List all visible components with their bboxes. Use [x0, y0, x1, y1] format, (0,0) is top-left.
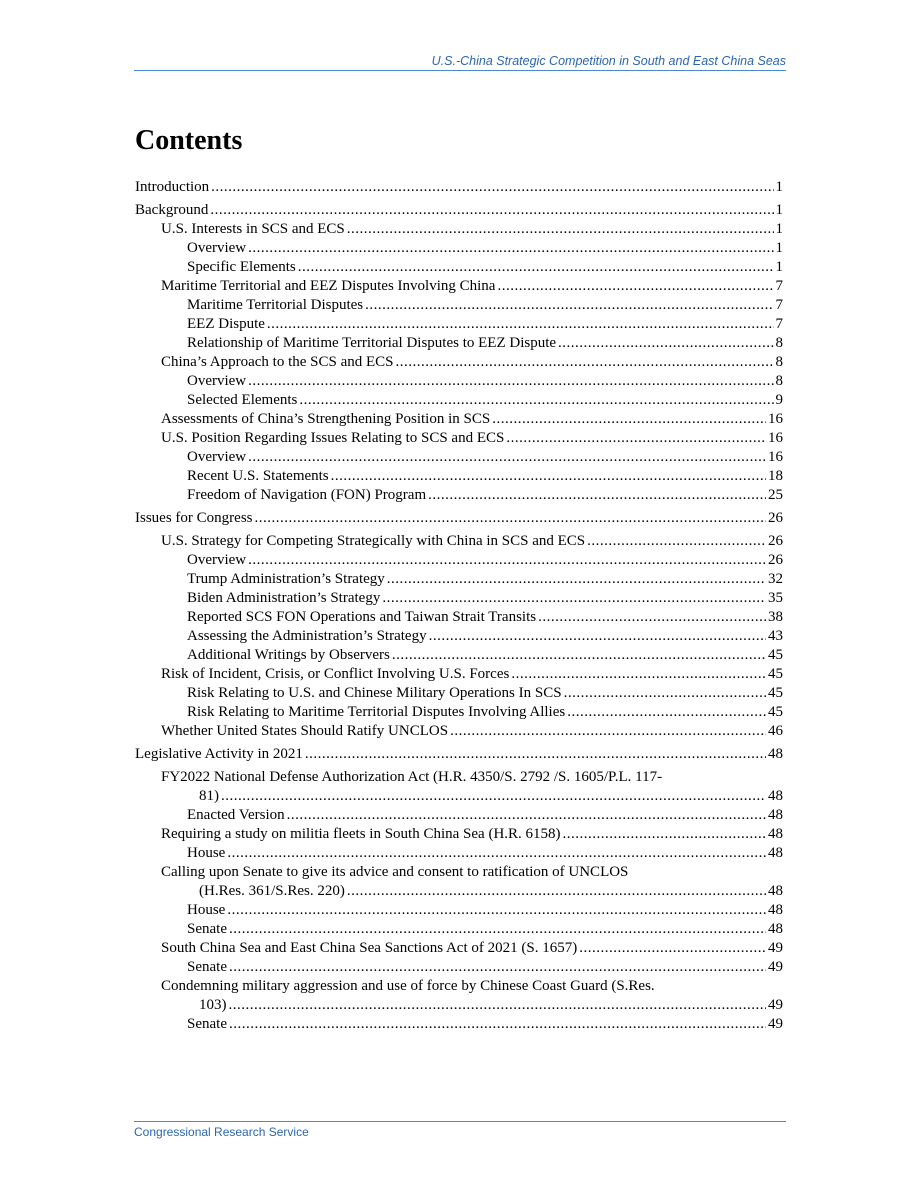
toc-entry[interactable]: Overview ..... 1 [135, 239, 783, 258]
toc-entry[interactable]: EEZ Dispute ..... 7 [135, 315, 783, 334]
toc-entry[interactable]: Legislative Activity in 2021 ..... 48 [135, 745, 783, 764]
running-header: U.S.-China Strategic Competition in South and East China Seas [134, 54, 786, 71]
toc-entry[interactable]: China’s Approach to the SCS and ECS ..... 8 [135, 353, 783, 372]
toc-entry[interactable]: Specific Elements ..... 1 [135, 258, 783, 277]
toc-entry[interactable]: Overview ..... 26 [135, 551, 783, 570]
toc-entry[interactable]: Senate ..... 49 [135, 958, 783, 977]
toc-entry[interactable]: Risk Relating to U.S. and Chinese Military Operations In SCS ..... 45 [135, 684, 783, 703]
toc-entry[interactable]: Assessments of China’s Strengthening Position in SCS ..... 16 [135, 410, 783, 429]
toc-entry[interactable]: Maritime Territorial Disputes ..... 7 [135, 296, 783, 315]
toc-entry[interactable]: U.S. Interests in SCS and ECS ..... 1 [135, 220, 783, 239]
toc-entry[interactable]: Reported SCS FON Operations and Taiwan Strait Transits ..... 38 [135, 608, 783, 627]
toc-entry[interactable]: House ..... 48 [135, 844, 783, 863]
running-footer: Congressional Research Service [134, 1121, 786, 1139]
toc-entry[interactable]: Enacted Version ..... 48 [135, 806, 783, 825]
toc-entry[interactable]: Whether United States Should Ratify UNCLOS ..... 46 [135, 722, 783, 741]
toc-entry[interactable]: U.S. Position Regarding Issues Relating to SCS and ECS ..... 16 [135, 429, 783, 448]
toc-entry[interactable]: Overview ..... 8 [135, 372, 783, 391]
toc-entry[interactable]: South China Sea and East China Sea Sanctions Act of 2021 (S. 1657) ..... 49 [135, 939, 783, 958]
toc-entry[interactable]: Additional Writings by Observers ..... 45 [135, 646, 783, 665]
toc-entry[interactable]: Introduction ..... 1 [135, 178, 783, 197]
toc-entry[interactable]: Recent U.S. Statements ..... 18 [135, 467, 783, 486]
toc-entry[interactable]: Relationship of Maritime Territorial Disputes to EEZ Dispute ..... 8 [135, 334, 783, 353]
toc-entry[interactable]: House ..... 48 [135, 901, 783, 920]
toc-entry-multiline[interactable]: Condemning military aggression and use of force by Chinese Coast Guard (S.Res. 103) ..... 49 [135, 977, 783, 1015]
toc-entry[interactable]: Senate ..... 48 [135, 920, 783, 939]
toc-entry[interactable]: Trump Administration’s Strategy ..... 32 [135, 570, 783, 589]
toc-entry[interactable]: Maritime Territorial and EEZ Disputes Involving China ..... 7 [135, 277, 783, 296]
toc-entry[interactable]: Background ..... 1 [135, 201, 783, 220]
toc-entry[interactable]: Issues for Congress ..... 26 [135, 509, 783, 528]
toc-entry[interactable]: Risk of Incident, Crisis, or Conflict Involving U.S. Forces ..... 45 [135, 665, 783, 684]
toc-entry[interactable]: U.S. Strategy for Competing Strategically with China in SCS and ECS ..... 26 [135, 532, 783, 551]
toc-entry[interactable]: Freedom of Navigation (FON) Program ..... 25 [135, 486, 783, 505]
toc-entry[interactable]: Assessing the Administration’s Strategy ..... 43 [135, 627, 783, 646]
toc-entry[interactable]: Requiring a study on militia fleets in South China Sea (H.R. 6158) ..... 48 [135, 825, 783, 844]
toc-entry[interactable]: Biden Administration’s Strategy ..... 35 [135, 589, 783, 608]
toc-entry[interactable]: Risk Relating to Maritime Territorial Disputes Involving Allies ..... 45 [135, 703, 783, 722]
toc-entry[interactable]: Senate ..... 49 [135, 1015, 783, 1034]
toc-entry[interactable]: Overview ..... 16 [135, 448, 783, 467]
page-title: Contents [135, 125, 243, 156]
toc-entry-multiline[interactable]: FY2022 National Defense Authorization Act (H.R. 4350/S. 2792 /S. 1605/P.L. 117- 81) ..... 48 [135, 768, 783, 806]
toc-entry[interactable]: Selected Elements ..... 9 [135, 391, 783, 410]
table-of-contents [135, 174, 783, 1034]
toc-entry-multiline[interactable]: Calling upon Senate to give its advice and consent to ratification of UNCLOS (H.Res. 361/S.Res. 220) ..... 48 [135, 863, 783, 901]
